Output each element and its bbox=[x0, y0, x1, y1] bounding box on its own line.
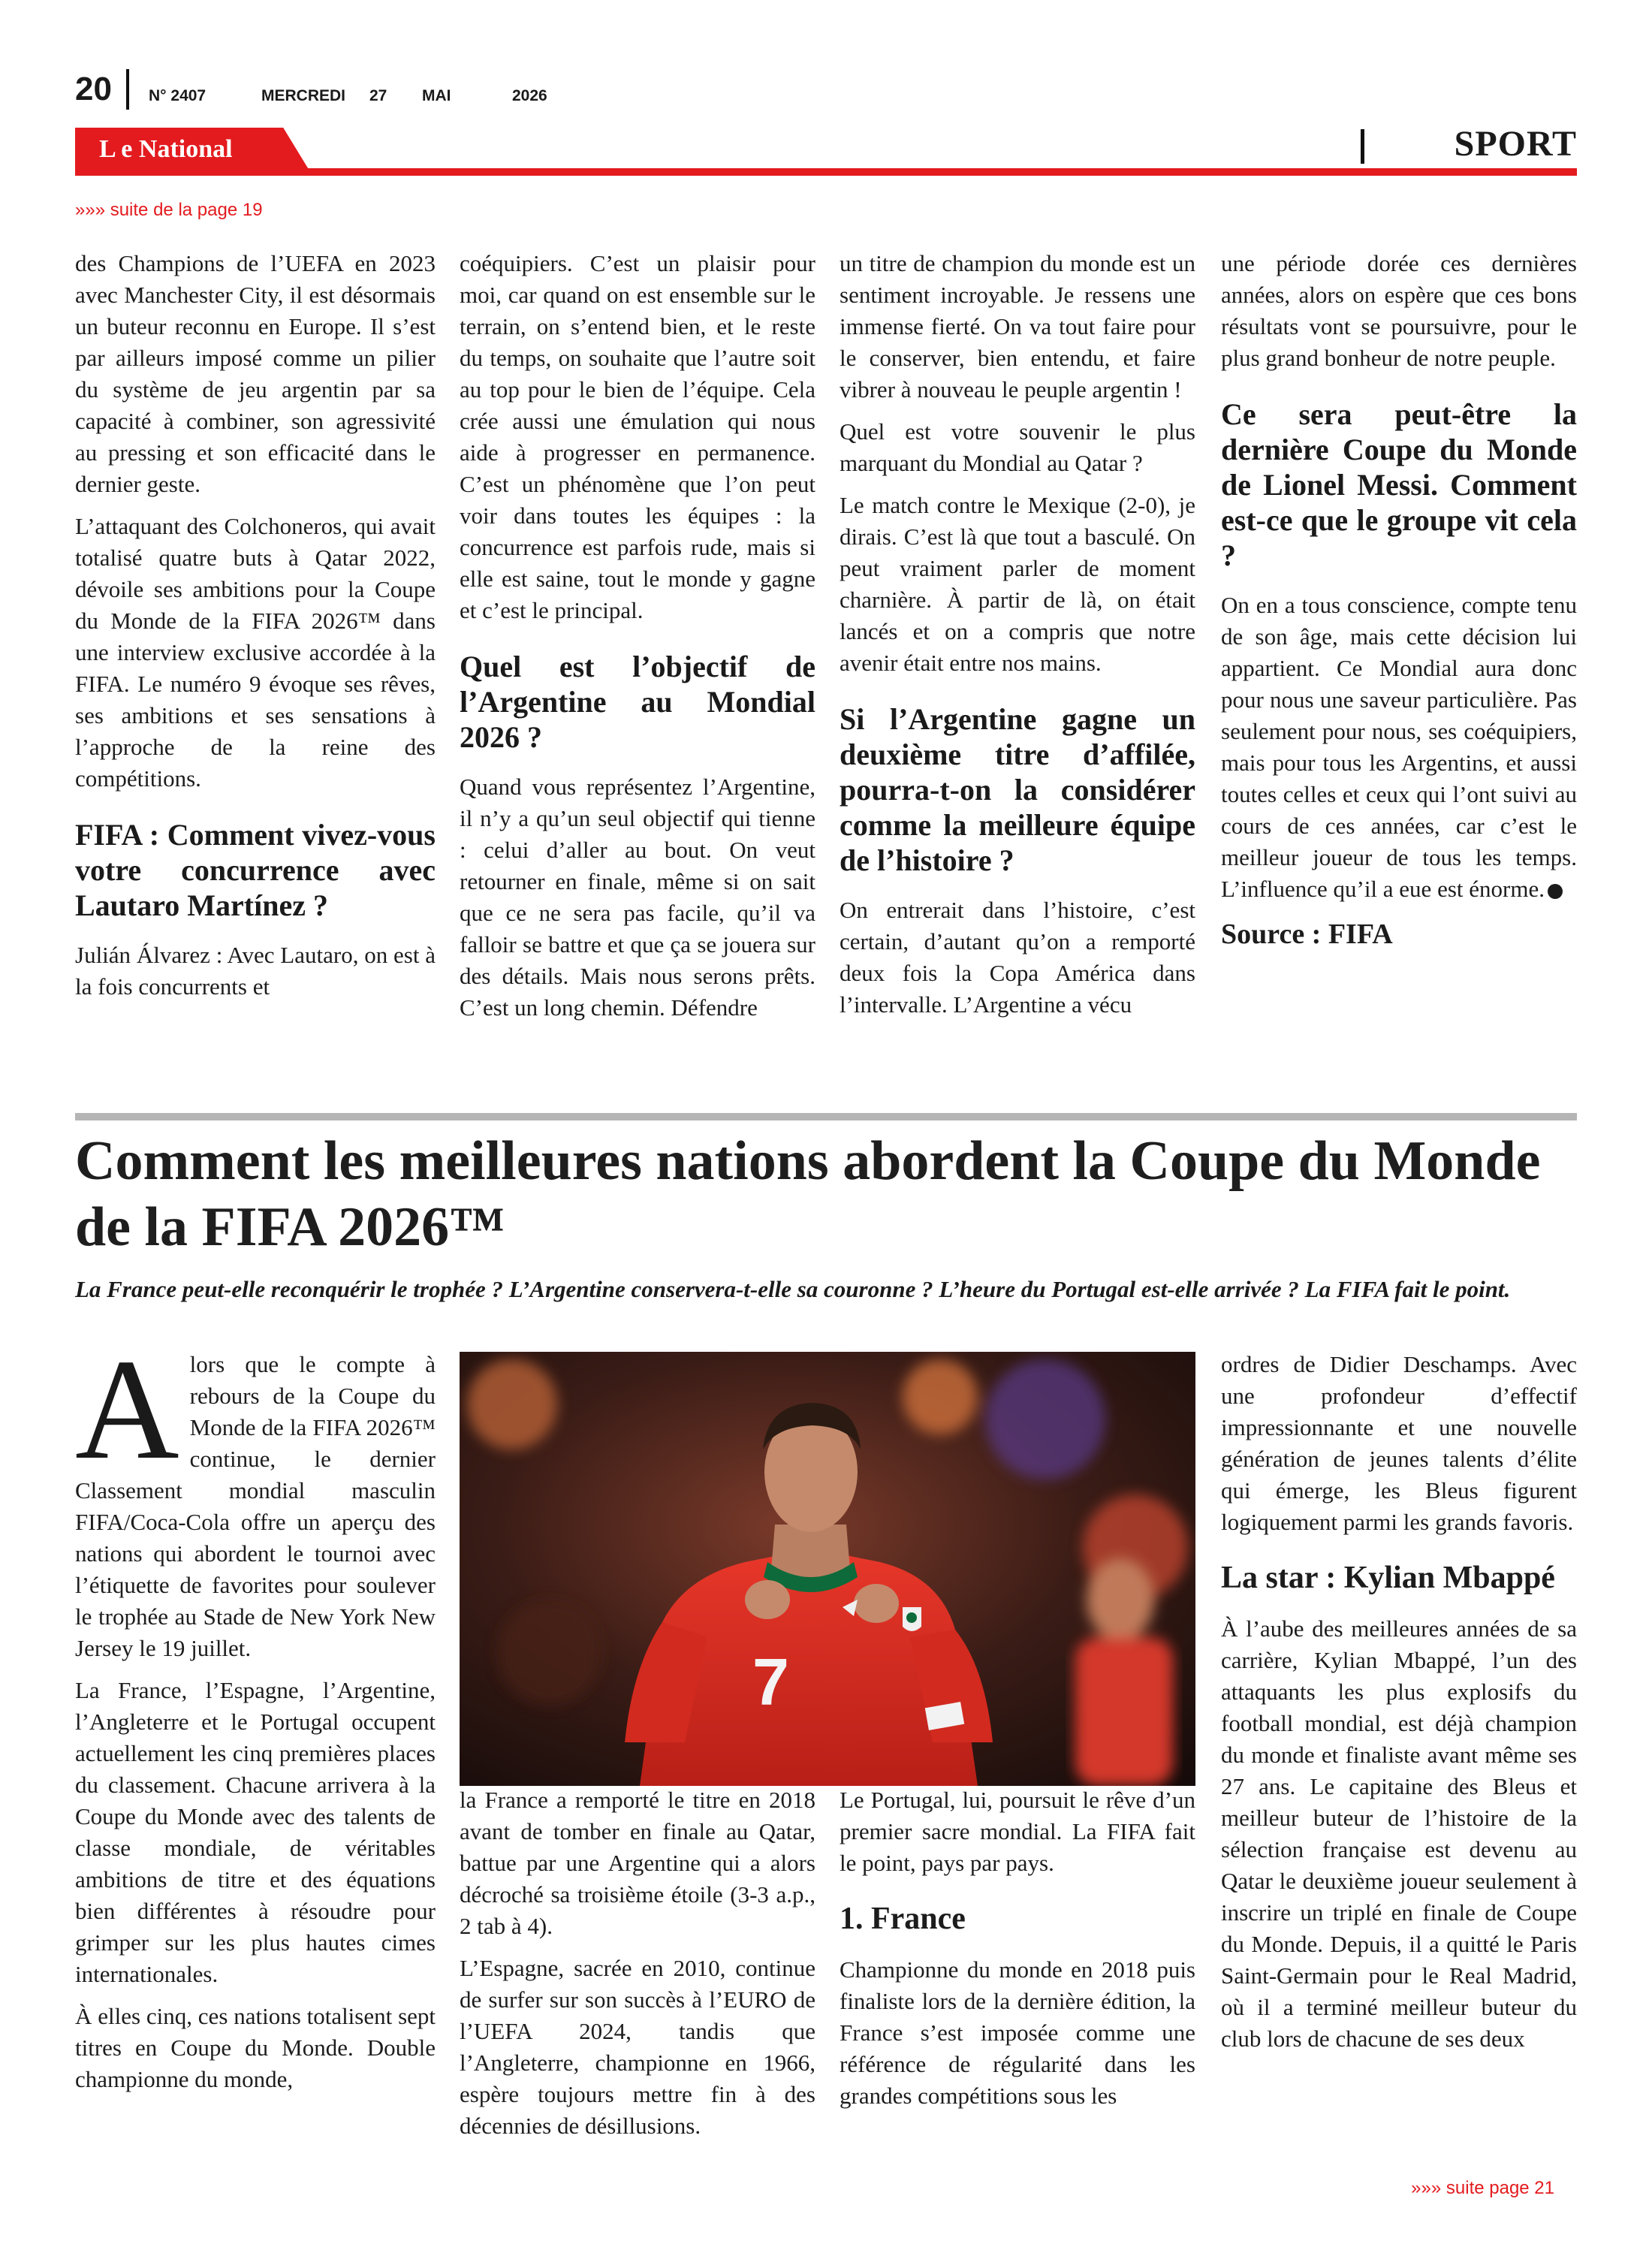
paragraph: On entrerait dans l’histoire, c’est certain, d’autant qu’on a remporté deux fois la Copa América dans l’intervalle. L’Argentine a vécu bbox=[840, 897, 1195, 1018]
interview-column-3 bbox=[840, 248, 1195, 1031]
paragraph: L’attaquant des Colchoneros, qui avait totalisé quatre buts à Qatar 2022, dévoile ses ambitions pour la Coupe du Monde de la FIFA 2026™ dans une interview exclusive accordée à la FIFA. Le numéro 9 évoque ses rêves, ses ambitions et ses sensations à l’approche de la reine des compétitions. bbox=[75, 513, 436, 792]
paragraph: La France, l’Espagne, l’Argentine, l’Angleterre et le Portugal occupent actuellement les cinq premières places du classement. Chacune arrivera à la Coupe du Monde avec des talents de classe mondiale, de véritables ambitions de titre et des équations bien différentes à résoudre pour grimper sur les plus hautes cimes internationales. bbox=[75, 1677, 436, 1987]
paragraph: Le Portugal, lui, poursuit le rêve d’un premier sacre mondial. La FIFA fait le point, pays par pays. bbox=[840, 1787, 1195, 1876]
paragraph: la France a remporté le titre en 2018 avant de tomber en finale au Qatar, battue par une Argentine qui a alors décroché sa troisième étoile (3-3 a.p., 2 tab à 4). bbox=[460, 1787, 815, 1939]
paragraph: Julián Álvarez : Avec Lautaro, on est à la fois concurrents et bbox=[75, 942, 436, 1000]
paragraph bbox=[1221, 590, 1577, 905]
newspaper-brand: L e National bbox=[99, 135, 233, 163]
section-divider bbox=[1361, 129, 1364, 164]
player-photo bbox=[460, 1352, 1195, 1786]
paragraph: À elles cinq, ces nations totalisent sept titres en Coupe du Monde. Double championne du monde, bbox=[75, 2003, 436, 2092]
paragraph: ordres de Didier Deschamps. Avec une profondeur d’effectif impressionnante et une nouvelle génération de jeunes talents d’élite qui émerge, les Bleus figurent logiquement parmi les grands favoris. bbox=[1221, 1351, 1577, 1535]
paragraph: coéquipiers. C’est un plaisir pour moi, car quand on est ensemble sur le terrain, on s’entend bien, et le reste du temps, on souhaite que l’autre soit au top pour le bien de l’équipe. Cela crée aussi une émulation qui nous aide à progresser en permanence. C’est un phénomène que l’on peut voir dans toutes les équipes : la concurrence est parfois rude, mais si elle est saine, tout le monde y gagne et c’est le principal. bbox=[460, 250, 815, 623]
section-label: SPORT bbox=[1454, 124, 1577, 164]
interview-question: Ce sera peut-être la dernière Coupe du Monde de Lionel Messi. Comment est-ce que le groupe vit cela ? bbox=[1221, 397, 1577, 572]
interview-column-4 bbox=[1221, 248, 1577, 961]
article-column-4 bbox=[1221, 1349, 1577, 2065]
date-month: MAI bbox=[422, 87, 451, 104]
date-year: 2026 bbox=[512, 87, 547, 104]
page-number-divider bbox=[126, 69, 129, 110]
paragraph-text: lors que le compte à rebours de la Coupe du Monde de la FIFA 2026™ continue, le dernier Classement mondial masculin FIFA/Coca-Cola offre un aperçu des nations qui abordent le tournoi avec l’étiquette de favorites pour soulever le trophée au Stade de New York New Jersey le 19 juillet. bbox=[75, 1351, 436, 1661]
continued-from: »»» suite de la page 19 bbox=[75, 200, 263, 220]
interview-question: Quel est l’objectif de l’Argentine au Mondial 2026 ? bbox=[460, 650, 815, 754]
article-headline: Comment les meilleures nations abordent la Coupe du Monde de la FIFA 2026™ bbox=[75, 1130, 1541, 1258]
paragraph: À l’aube des meilleures années de sa carrière, Kylian Mbappé, l’un des attaquants les plus explosifs du football mondial, est déjà champion du monde et finaliste avant même ses 27 ans. Le capitaine des Bleus et meilleur buteur de l’histoire de la sélection française est devenu au Qatar le deuxième joueur seulement à inscrire un triplé en finale de Coupe du Monde. Depuis, il a quitté le Paris Saint-Germain pour le Real Madrid, où il a terminé meilleur buteur du club lors de chacune de ses deux bbox=[1221, 1615, 1577, 2052]
paragraph: Championne du monde en 2018 puis finaliste lors de la dernière édition, la France s’est imposée comme une référence de régularité dans les grandes compétitions sous les bbox=[840, 1956, 1195, 2109]
interview-question: FIFA : Comment vivez-vous votre concurrence avec Lautaro Martínez ? bbox=[75, 818, 436, 922]
interview-column-2 bbox=[460, 248, 815, 1034]
subheading-star: La star : Kylian Mbappé bbox=[1221, 1561, 1555, 1595]
continued-to: »»» suite page 21 bbox=[1411, 2178, 1554, 2198]
article-column-3 bbox=[840, 1784, 1195, 2122]
article-column-2 bbox=[460, 1784, 815, 2152]
page-number: 20 bbox=[75, 71, 112, 107]
paragraph: Quand vous représentez l’Argentine, il n’y a qu’un seul objectif qui tienne : celui d’aller au bout. On veut retourner en finale, même si on sait que ce ne sera pas facile, qu’il va falloir se battre et que ça se jouera sur des détails. Mais nous serons prêts. C’est un long chemin. Défendre bbox=[460, 774, 815, 1021]
paragraph: L’Espagne, sacrée en 2010, continue de surfer sur son succès à l’EURO de l’UEFA 2024, tandis que l’Angleterre, championne en 1966, espère toujours mettre fin à des décennies de désillusions. bbox=[460, 1955, 815, 2139]
article-standfirst: La France peut-elle reconquérir le trophée ? L’Argentine conservera-t-elle sa couronne ? L’heure du Portugal est-elle arrivée ? La FIFA fait le point. bbox=[75, 1276, 1511, 1302]
issue-number: N° 2407 bbox=[149, 87, 206, 104]
paragraph-text: On en a tous conscience, compte tenu de son âge, mais cette décision lui appartient. Ce Mondial aura donc pour nous une saveur particulière. Pas seulement pour nous, ses coéquipiers, mais pour tous les Argentins, et aussi toutes celles et ceux qui l’ont suivi au cours de ces années, car c’est le meilleur joueur de tous les temps. L’influence qu’il a eue est énorme. bbox=[1221, 592, 1577, 902]
article-column-1 bbox=[75, 1329, 436, 2106]
paragraph: Le match contre le Mexique (2-0), je dirais. C’est là que tout a basculé. On peut vraiment parler de moment charnière. À partir de là, on était lancés et on a compris que notre avenir était entre nos mains. bbox=[840, 492, 1195, 676]
interview-question: Si l’Argentine gagne un deuxième titre d’affilée, pourra-t-on la considérer comme la meilleure équipe de l’histoire ? bbox=[840, 702, 1195, 877]
paragraph bbox=[75, 1329, 436, 1664]
shirt-number: 7 bbox=[752, 1645, 789, 1719]
article-source: Source : FIFA bbox=[1221, 918, 1393, 950]
end-mark-icon bbox=[1548, 884, 1563, 899]
paragraph: une période dorée ces dernières années, alors on espère que ces bons résultats vont se poursuivre, pour le plus grand bonheur de notre peuple. bbox=[1221, 250, 1577, 371]
paragraph: des Champions de l’UEFA en 2023 avec Manchester City, il est désormais un buteur reconnu en Europe. Il s’est par ailleurs imposé comme un pilier du système de jeu argentin par sa capacité à combiner, son agressivité au pressing et son efficacité dans le dernier geste. bbox=[75, 250, 436, 497]
article-divider bbox=[75, 1113, 1577, 1120]
drop-cap: A bbox=[75, 1329, 179, 1489]
interview-column-1 bbox=[75, 248, 436, 1013]
paragraph: un titre de champion du monde est un sentiment incroyable. Je ressens une immense fierté. On va tout faire pour le conserver, bien entendu, et faire vibrer à nouveau le peuple argentin ! bbox=[840, 250, 1195, 403]
date-weekday: MERCREDI bbox=[261, 87, 346, 104]
date-day: 27 bbox=[369, 87, 387, 104]
subheading-france: 1. France bbox=[840, 1902, 966, 1936]
paragraph: Quel est votre souvenir le plus marquant du Mondial au Qatar ? bbox=[840, 418, 1195, 476]
